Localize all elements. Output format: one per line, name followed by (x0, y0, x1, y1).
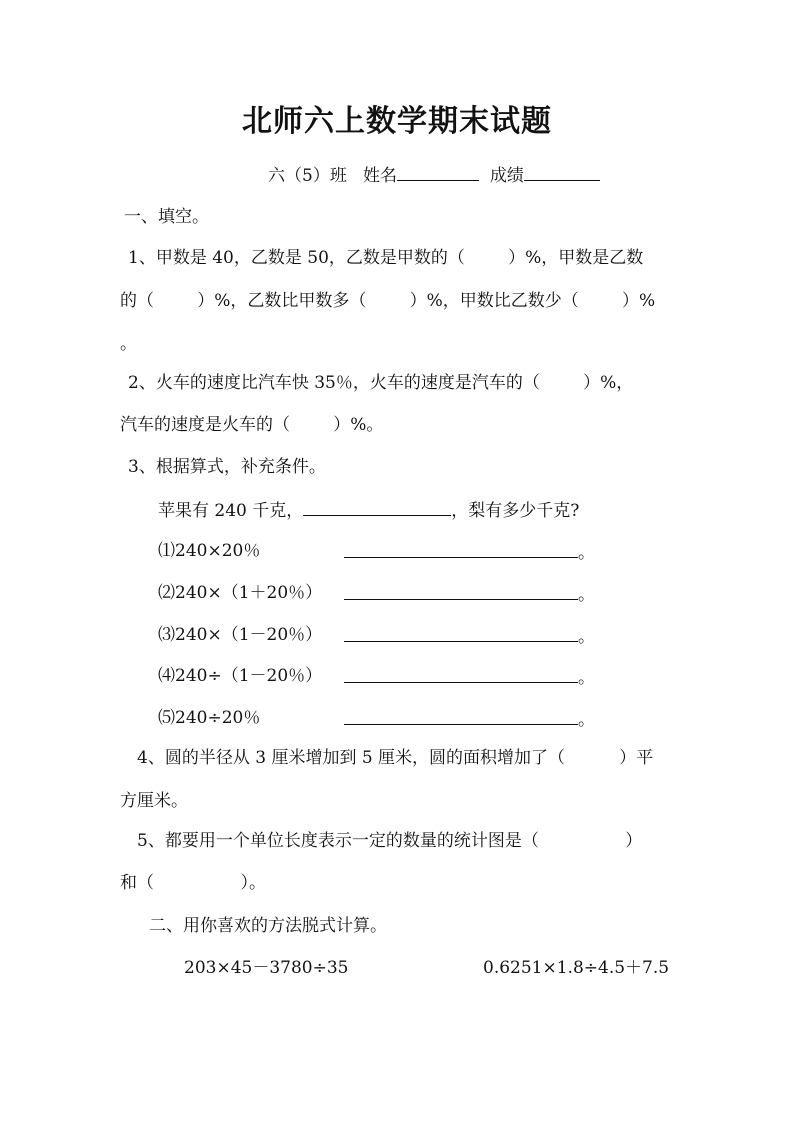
q3-item-5-end: 。 (578, 710, 595, 730)
calc-expression-1: 203×45－3780÷35 (184, 958, 349, 978)
q3-heading: 3、根据算式，补充条件。 (128, 457, 326, 477)
name-blank[interactable] (397, 162, 479, 181)
q4-line1: 4、圆的半径从 3 厘米增加到 5 厘米，圆的面积增加了（ ）平 (137, 748, 654, 768)
q3-item-1-expr: ⑴240×20％ (158, 541, 261, 561)
q3-condition-blank[interactable] (303, 497, 451, 516)
q3-prompt-after: ，梨有多少千克? (451, 501, 580, 521)
q3-item-4-expr: ⑷240÷（1－20％） (158, 666, 323, 686)
section1-heading: 一、填空。 (124, 207, 209, 227)
score-label: 成绩 (489, 166, 524, 186)
q3-item-1-answer (344, 539, 595, 565)
q3-item-3-expr: ⑶240×（1－20％） (158, 625, 323, 645)
name-label: 姓名 (363, 166, 398, 186)
q3-item-4-answer (344, 664, 595, 690)
page-title: 北师六上数学期末试题 (242, 104, 552, 139)
q3-item-1-blank[interactable] (344, 539, 578, 558)
calc-expression-2: 0.6251×1.8÷4.5＋7.5 (483, 958, 670, 978)
student-info-row (268, 162, 600, 188)
class-label: 六（5）班 (268, 166, 347, 186)
q3-item-4-end: 。 (578, 668, 595, 688)
q3-prompt (158, 497, 579, 523)
q3-prompt-before: 苹果有 240 千克， (158, 501, 304, 521)
q1-line1: 1、甲数是 40，乙数是 50，乙数是甲数的（ ）%，甲数是乙数 (128, 248, 644, 268)
q2-line1: 2、火车的速度比汽车快 35％，火车的速度是汽车的（ ）%， (128, 373, 634, 393)
q3-item-3-end: 。 (578, 627, 595, 647)
q1-line3: 。 (120, 334, 137, 354)
q1-line2: 的（ ）%，乙数比甲数多（ ）%，甲数比乙数少（ ）% (120, 291, 656, 311)
q3-item-3-answer (344, 623, 595, 649)
q5-line2: 和（ ）。 (120, 873, 266, 893)
score-blank[interactable] (524, 162, 600, 181)
q4-line2: 方厘米。 (120, 791, 188, 811)
q3-item-2-end: 。 (578, 585, 595, 605)
q3-item-2-expr: ⑵240×（1＋20％） (158, 583, 323, 603)
q3-item-5-blank[interactable] (344, 706, 578, 725)
q5-line1: 5、都要用一个单位长度表示一定的数量的统计图是（ ） (137, 831, 643, 851)
q3-item-3-blank[interactable] (344, 623, 578, 642)
q3-item-5-answer (344, 706, 595, 732)
q3-item-5-expr: ⑸240÷20％ (158, 708, 261, 728)
section2-heading: 二、用你喜欢的方法脱式计算。 (149, 916, 387, 936)
q3-item-2-answer (344, 581, 595, 607)
q3-item-1-end: 。 (578, 543, 595, 563)
q3-item-4-blank[interactable] (344, 664, 578, 683)
q2-line2: 汽车的速度是火车的（ ）%。 (120, 415, 384, 435)
q3-item-2-blank[interactable] (344, 581, 578, 600)
